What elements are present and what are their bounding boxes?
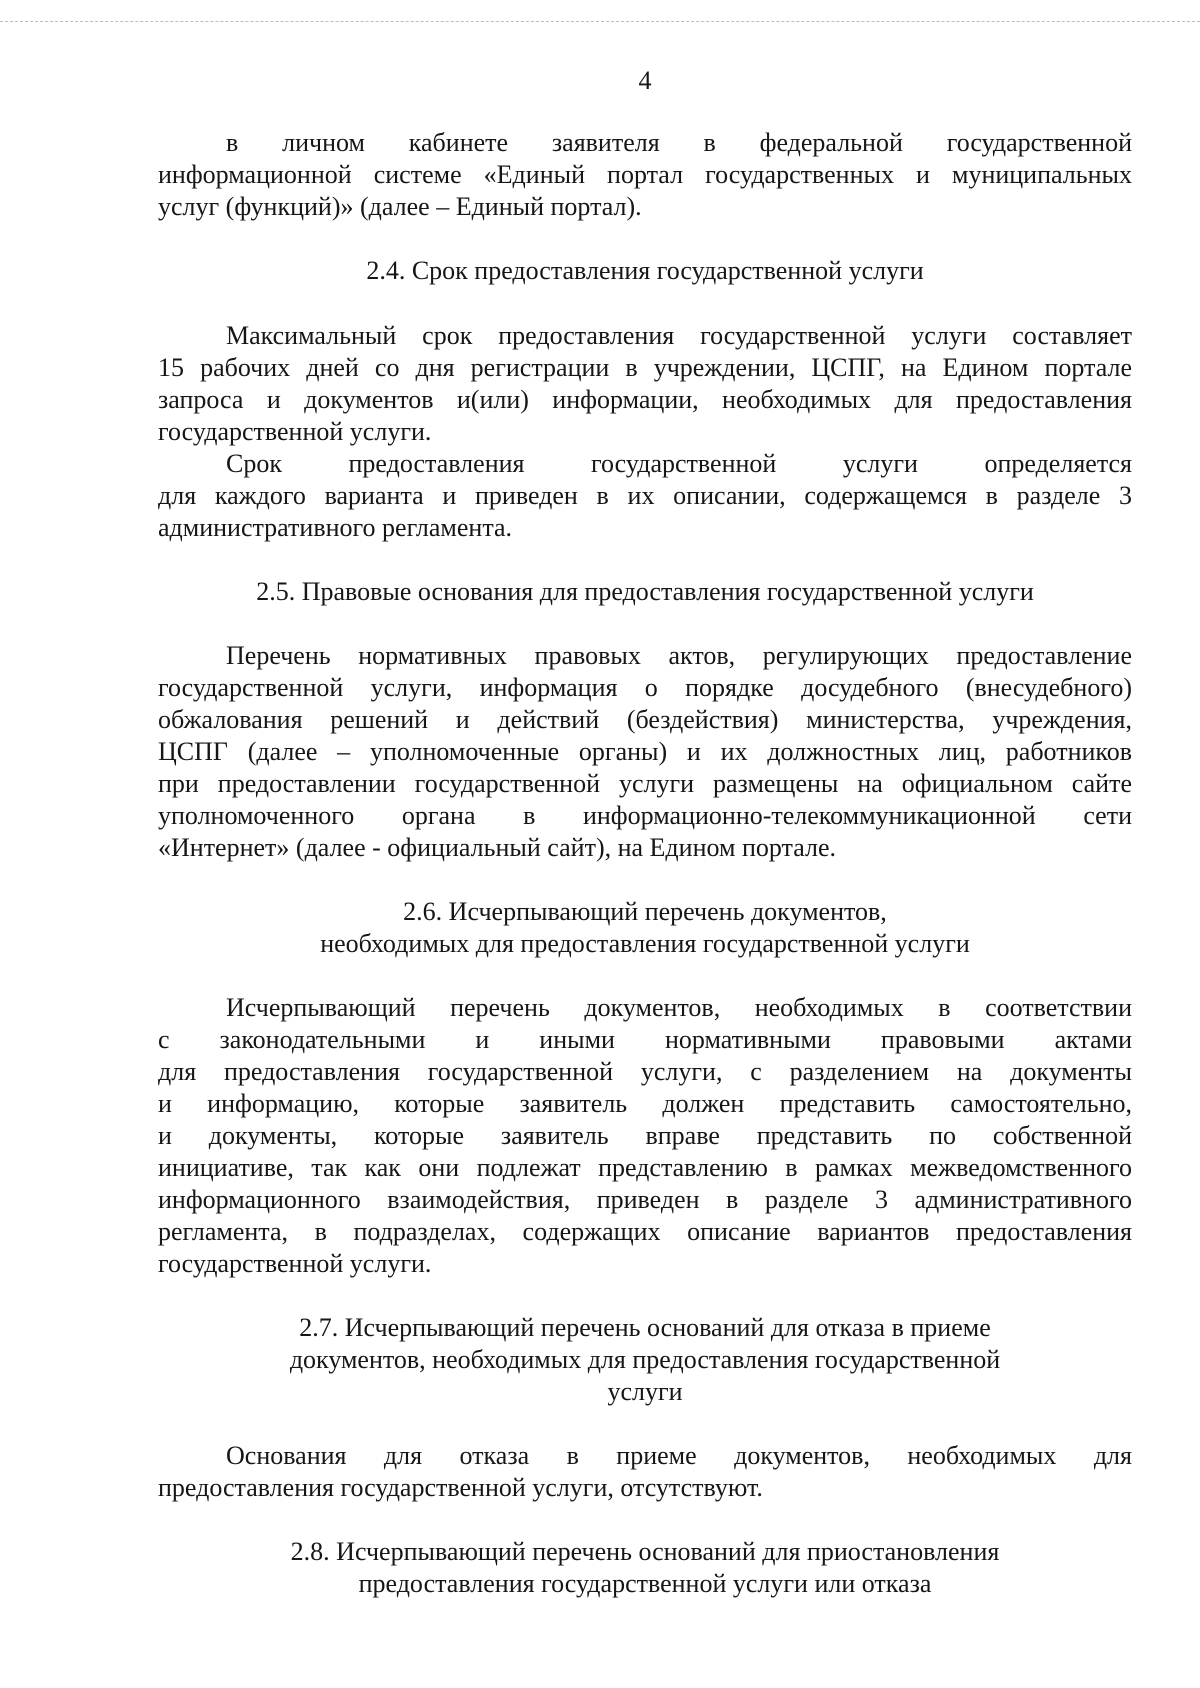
heading-2-4: [158, 255, 1132, 287]
text-line: регламента, в подразделах, содержащих описание вариантов предоставления: [158, 1217, 1132, 1246]
heading-line: 2.5. Правовые основания для предоставления государственной услуги: [256, 577, 1034, 606]
heading-line: 2.7. Исчерпывающий перечень оснований для отказа в приеме: [299, 1313, 991, 1342]
text-line: информационной системе «Единый портал государственных и муниципальных: [158, 160, 1132, 189]
heading-2-7: [158, 1312, 1132, 1408]
paragraph-max-term: [158, 320, 1132, 448]
text-line: инициативе, так как они подлежат представлению в рамках межведомственного: [158, 1153, 1132, 1182]
text-line: для предоставления государственной услуги, с разделением на документы: [158, 1057, 1132, 1086]
heading-line: 2.4. Срок предоставления государственной услуги: [366, 256, 924, 285]
text-line: и информацию, которые заявитель должен представить самостоятельно,: [158, 1089, 1132, 1118]
text-line: запроса и документов и(или) информации, необходимых для предоставления: [158, 385, 1132, 414]
paragraph-documents-list: [158, 992, 1132, 1280]
text-line: государственной услуги, информация о порядке досудебного (внесудебного): [158, 673, 1132, 702]
text-line: государственной услуги.: [158, 1249, 432, 1278]
text-line: обжалования решений и действий (бездействия) министерства, учреждения,: [158, 705, 1132, 734]
text-line: Срок предоставления государственной услуги определяется: [226, 449, 1132, 478]
text-line: в личном кабинете заявителя в федеральной государственной: [226, 128, 1132, 157]
page-number: 4: [638, 66, 652, 95]
text-line: ЦСПГ (далее – уполномоченные органы) и их должностных лиц, работников: [158, 737, 1132, 766]
text-line: Основания для отказа в приеме документов, необходимых для: [226, 1441, 1132, 1470]
paragraph-refusal-grounds: [158, 1440, 1132, 1504]
text-line: с законодательными и иными нормативными правовыми актами: [158, 1025, 1132, 1054]
heading-2-8: [158, 1536, 1132, 1600]
text-line: Максимальный срок предоставления государственной услуги составляет: [226, 321, 1132, 350]
text-line: 15 рабочих дней со дня регистрации в учреждении, ЦСПГ, на Едином портале: [158, 353, 1132, 382]
heading-line: необходимых для предоставления государственной услуги: [320, 929, 970, 958]
text-line: услуг (функций)» (далее – Единый портал).: [158, 192, 642, 221]
text-line: для каждого варианта и приведен в их описании, содержащемся в разделе 3: [158, 481, 1132, 510]
paragraph-personal-cabinet: [158, 127, 1132, 223]
text-line: предоставления государственной услуги, отсутствуют.: [158, 1473, 763, 1502]
text-line: административного регламента.: [158, 513, 513, 542]
text-line: при предоставлении государственной услуги размещены на официальном сайте: [158, 769, 1132, 798]
text-line: и документы, которые заявитель вправе представить по собственной: [158, 1121, 1132, 1150]
heading-line: услуги: [607, 1377, 683, 1406]
text-line: государственной услуги.: [158, 417, 432, 446]
heading-line: документов, необходимых для предоставления государственной: [289, 1345, 1001, 1374]
paragraph-legal-acts: [158, 640, 1132, 864]
text-line: информационного взаимодействия, приведен в разделе 3 административного: [158, 1185, 1132, 1214]
heading-2-5: [158, 576, 1132, 608]
text-line: Перечень нормативных правовых актов, регулирующих предоставление: [226, 641, 1132, 670]
heading-line: 2.6. Исчерпывающий перечень документов,: [403, 897, 887, 926]
text-line: Исчерпывающий перечень документов, необходимых в соответствии: [226, 993, 1132, 1022]
heading-line: предоставления государственной услуги или отказа: [358, 1569, 932, 1598]
heading-line: 2.8. Исчерпывающий перечень оснований для приостановления: [290, 1537, 1000, 1566]
paragraph-term-variants: [158, 448, 1132, 544]
scan-edge-line: [0, 21, 1200, 22]
text-line: уполномоченного органа в информационно-телекоммуникационной сети: [158, 801, 1132, 830]
heading-2-6: [158, 896, 1132, 960]
text-line: «Интернет» (далее - официальный сайт), на Едином портале.: [158, 833, 836, 862]
